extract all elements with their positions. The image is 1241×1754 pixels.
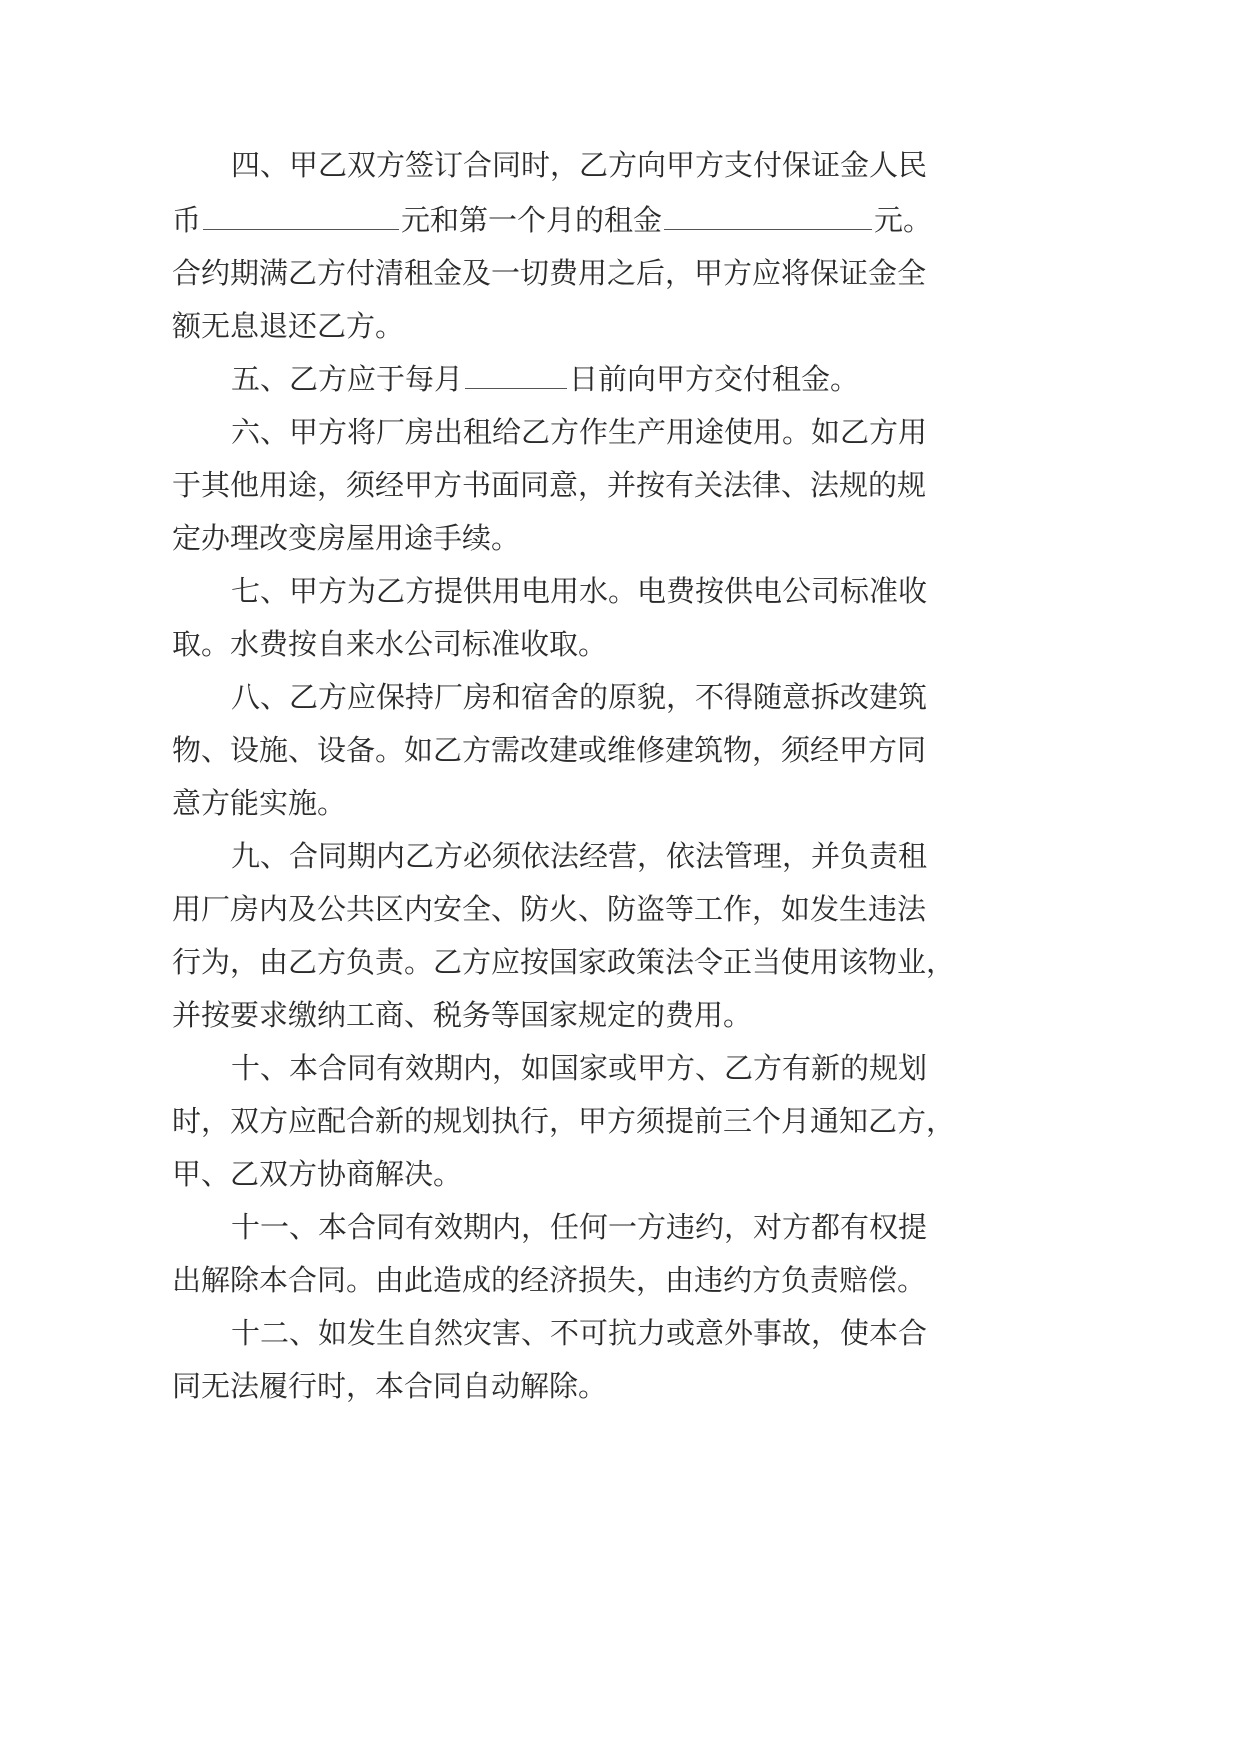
clause-8-line-2: 物、设施、设备。如乙方需改建或维修建筑物，须经甲方同 (172, 733, 927, 767)
clause-9-line-3: 行为，由乙方负责。乙方应按国家政策法令正当使用该物业， (172, 945, 956, 979)
deposit-amount-blank (203, 199, 399, 230)
clause-9-line-4: 并按要求缴纳工商、税务等国家规定的费用。 (172, 998, 753, 1032)
clause-12-line-2: 同无法履行时，本合同自动解除。 (172, 1369, 608, 1403)
clause-5-line-1-prefix: 五、乙方应于每月 (231, 362, 464, 396)
clause-8-line-3: 意方能实施。 (172, 786, 347, 820)
clause-4-line-2-prefix: 币 (172, 203, 202, 237)
clause-4-line-2-suffix: 元。 (874, 203, 933, 237)
clause-4-line-2-middle: 元和第一个月的租金 (401, 203, 663, 237)
clause-10-line-1: 十、本合同有效期内，如国家或甲方、乙方有新的规划 (231, 1051, 928, 1085)
clause-10-line-3: 甲、乙双方协商解决。 (172, 1157, 463, 1191)
clause-9-line-1: 九、合同期内乙方必须依法经营，依法管理，并负责租 (231, 839, 928, 873)
clause-7-line-2: 取。水费按自来水公司标准收取。 (172, 627, 608, 661)
clause-7-line-1: 七、甲方为乙方提供用电用水。电费按供电公司标准收 (231, 574, 928, 608)
clause-5-line-1 (231, 349, 859, 409)
clause-11-line-1: 十一、本合同有效期内，任何一方违约，对方都有权提 (231, 1210, 928, 1244)
clause-9-line-2: 用厂房内及公共区内安全、防火、防盗等工作，如发生违法 (172, 892, 927, 926)
clause-4-line-1: 四、甲乙双方签订合同时，乙方向甲方支付保证金人民 (231, 148, 928, 182)
clause-6-line-2: 于其他用途，须经甲方书面同意，并按有关法律、法规的规 (172, 468, 927, 502)
clause-6-line-1: 六、甲方将厂房出租给乙方作生产用途使用。如乙方用 (231, 415, 928, 449)
clause-11-line-2: 出解除本合同。由此造成的经济损失，由违约方负责赔偿。 (172, 1263, 927, 1297)
clause-4-line-3: 合约期满乙方付清租金及一切费用之后，甲方应将保证金全 (172, 256, 927, 290)
clause-5-line-1-suffix: 日前向甲方交付租金。 (569, 362, 860, 396)
clause-8-line-1: 八、乙方应保持厂房和宿舍的原貌，不得随意拆改建筑 (231, 680, 928, 714)
clause-4-line-4: 额无息退还乙方。 (172, 309, 405, 343)
first-month-rent-blank (664, 199, 872, 230)
payment-day-blank (465, 358, 567, 389)
clause-4-line-2 (172, 190, 932, 250)
clause-12-line-1: 十二、如发生自然灾害、不可抗力或意外事故，使本合 (231, 1316, 928, 1350)
clause-10-line-2: 时，双方应配合新的规划执行，甲方须提前三个月通知乙方， (172, 1104, 956, 1138)
clause-6-line-3: 定办理改变房屋用途手续。 (172, 521, 521, 555)
